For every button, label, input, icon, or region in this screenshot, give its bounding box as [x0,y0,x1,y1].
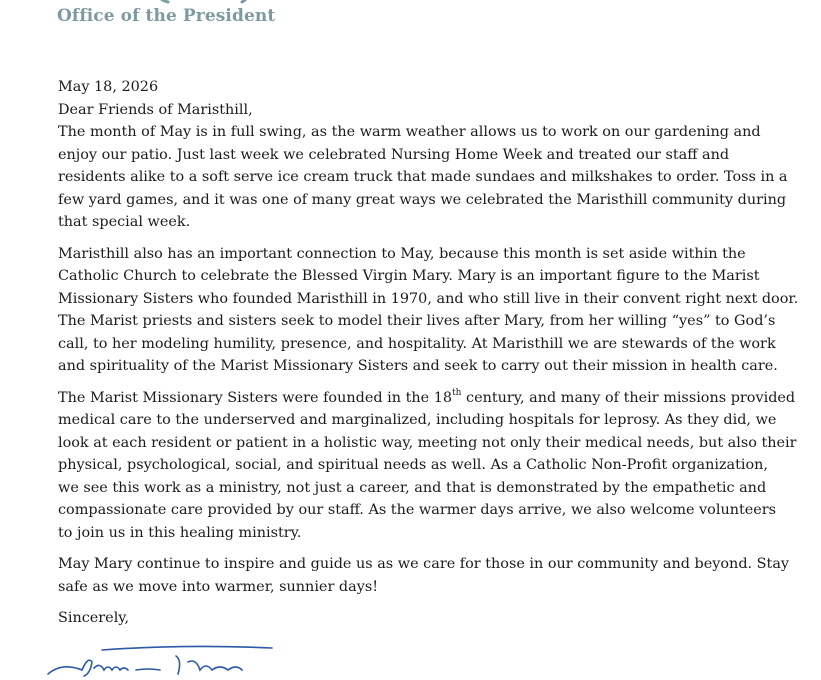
text-line: few yard games, and it was one of many great ways we celebrated the Maristhill community during [58,191,787,208]
paragraph-1 [58,121,788,234]
paragraph-4 [58,553,790,598]
text-line: May Mary continue to inspire and guide us as we care for those in our community and beyond. Stay [58,556,790,572]
text-line: Maristhill also has an important connection to May, because this month is set aside within the [58,245,746,262]
text-line: call, to her modeling humility, presence, and hospitality. At Maristhill we are stewards of the work [58,335,776,352]
text-line: we see this work as a ministry, not just a career, and that is demonstrated by the empathetic and [58,479,767,496]
paragraph-2 [58,243,799,378]
text-line: residents alike to a soft serve ice cream truck that made sundaes and milkshakes to order. Toss in a [58,169,788,185]
letter-body [58,76,799,630]
text-line: medical care to the underserved and marginalized, including hospitals for leprosy. As they did, we [58,412,777,428]
text-line: safe as we move into warmer, sunnier days! [58,578,378,595]
text-line: that special week. [58,214,191,230]
text-line: and spirituality of the Marist Missionary Sisters and seek to carry out their mission in health care. [58,358,778,374]
text-segment: century, and many of their missions provided [461,389,796,406]
letter-date: May 18, 2026 [58,79,159,95]
office-title: Office of the President [57,6,276,26]
text-line: to join us in this healing ministry. [58,524,302,541]
text-line: compassionate care provided by our staff. As the warmer days arrive, we also welcome volunteers [58,502,777,518]
text-line: Catholic Church to celebrate the Blessed Virgin Mary. Mary is an important figure to the Marist [58,268,760,284]
handwritten-signature-icon [44,640,284,680]
closing: Sincerely, [58,610,130,626]
text-line: Missionary Sisters who founded Maristhill in 1970, and who still live in their convent right next door. [58,290,799,307]
text-segment: The Marist Missionary Sisters were founded in the 18 [58,389,453,406]
text-line [58,387,796,410]
text-line: look at each resident or patient in a holistic way, meeting not only their medical needs, but also their [58,434,797,451]
salutation: Dear Friends of Maristhill, [58,101,253,118]
text-line: enjoy our patio. Just last week we celebrated Nursing Home Week and treated our staff and [58,146,730,163]
ordinal-suffix: th [452,387,462,398]
text-line: The month of May is in full swing, as the warm weather allows us to work on our gardening and [58,124,761,140]
text-line: physical, psychological, social, and spiritual needs as well. As a Catholic Non-Profit organization, [58,457,769,473]
text-line: The Marist priests and sisters seek to model their lives after Mary, from her willing “yes” to God’s [58,313,776,329]
paragraph-3 [58,387,797,545]
